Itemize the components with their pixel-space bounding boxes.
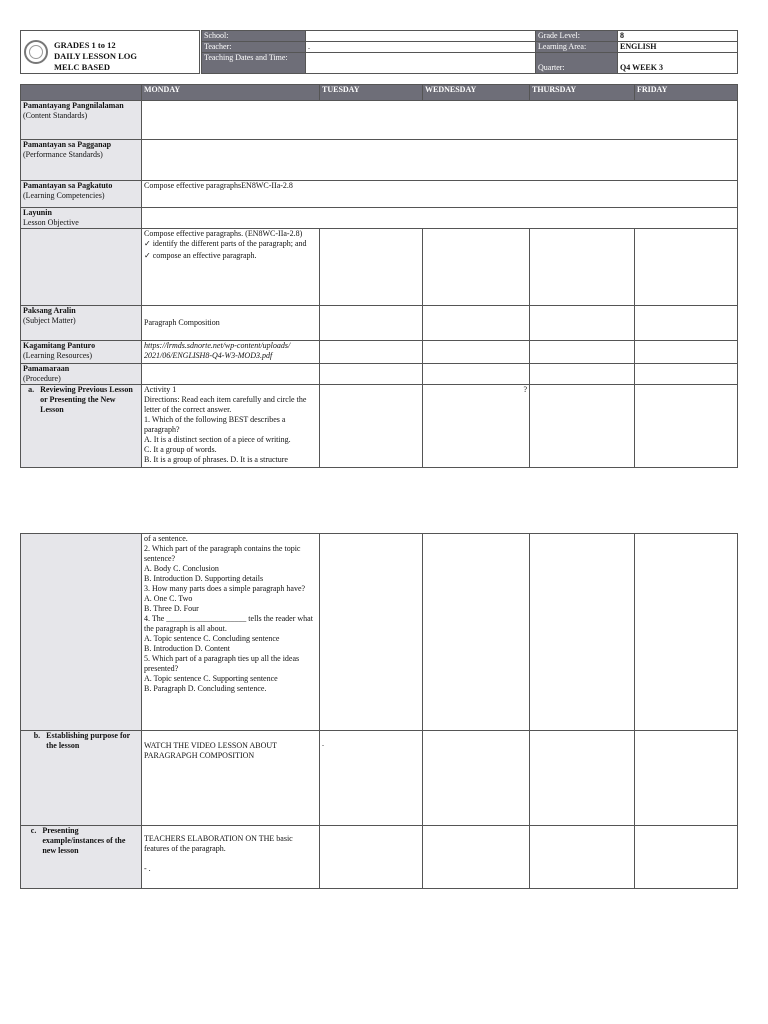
- continued-friday-cell[interactable]: [635, 534, 738, 731]
- lesson-log-table-continued: [20, 533, 738, 889]
- objective-friday-cell[interactable]: [635, 229, 738, 306]
- procedure-friday-cell[interactable]: [635, 364, 738, 385]
- row-label: [21, 731, 142, 826]
- activity-line: B. It is a group of phrases. D. It is a structure: [144, 455, 288, 464]
- purpose-line: WATCH THE VIDEO LESSON ABOUT: [144, 741, 278, 750]
- objective-tuesday-cell[interactable]: [320, 229, 423, 306]
- objective-line: ✓ identify the different parts of the paragraph; and: [144, 239, 307, 248]
- row-title: Pamantayan sa Pagkatuto: [23, 181, 113, 190]
- objective-wednesday-cell[interactable]: [423, 229, 530, 306]
- grade-label: Grade Level:: [536, 31, 618, 42]
- row-label: [21, 208, 142, 229]
- question-line: A. Topic sentence C. Concluding sentence: [144, 634, 280, 643]
- reviewing-continued-row: [21, 534, 738, 731]
- resources-wednesday-cell[interactable]: [423, 341, 530, 364]
- deped-seal-icon: [24, 40, 48, 64]
- day-tuesday: TUESDAY: [320, 85, 423, 101]
- example-line: - .: [144, 864, 151, 873]
- performance-standards-cell[interactable]: [142, 140, 738, 181]
- example-line: features of the paragraph.: [144, 844, 226, 853]
- activity-line: Activity 1: [144, 385, 177, 394]
- tuesday-mark: .: [322, 739, 324, 748]
- question-line: A. Body C. Conclusion: [144, 564, 219, 573]
- content-standards-row: [21, 101, 738, 140]
- day-header-row: [21, 85, 738, 101]
- teacher-field[interactable]: .: [306, 42, 536, 53]
- example-line: [144, 854, 317, 864]
- row-label-empty: [21, 229, 142, 306]
- corner-cell: [21, 85, 142, 101]
- row-sub: (Learning Resources): [23, 351, 93, 360]
- question-line: B. Three D. Four: [144, 604, 199, 613]
- subject-tuesday-cell[interactable]: [320, 306, 423, 341]
- objective-line: ✓ compose an effective paragraph.: [144, 251, 257, 260]
- resources-link[interactable]: [142, 341, 320, 364]
- question-line: B. Introduction D. Content: [144, 644, 230, 653]
- performance-standards-row: [21, 140, 738, 181]
- row-label: [21, 341, 142, 364]
- row-label: [21, 140, 142, 181]
- resources-friday-cell[interactable]: [635, 341, 738, 364]
- reviewing-tuesday-cell[interactable]: [320, 385, 423, 468]
- row-label-empty: [21, 534, 142, 731]
- subject-matter-row: [21, 306, 738, 341]
- purpose-tuesday-cell[interactable]: [320, 731, 423, 826]
- row-title: Pamamaraan: [23, 364, 70, 373]
- row-label: [21, 364, 142, 385]
- row-label: [21, 306, 142, 341]
- row-title: Layunin: [23, 208, 52, 217]
- procedure-row: [21, 364, 738, 385]
- purpose-line: PARAGRAPGH COMPOSITION: [144, 751, 255, 760]
- dates-label: Teaching Dates and Time:: [202, 53, 306, 74]
- procedure-tuesday-cell[interactable]: [320, 364, 423, 385]
- question-line: B. Introduction D. Supporting details: [144, 574, 264, 583]
- procedure-thursday-cell[interactable]: [530, 364, 635, 385]
- day-friday: FRIDAY: [635, 85, 738, 101]
- resource-link-line: https://lrmds.sdnorte.net/wp-content/uploads/: [144, 341, 291, 350]
- row-sub: (Content Standards): [23, 111, 88, 120]
- subject-thursday-cell[interactable]: [530, 306, 635, 341]
- row-title: Paksang Aralin: [23, 306, 76, 315]
- area-label: Learning Area:: [536, 42, 618, 53]
- row-sub: Lesson Objective: [23, 218, 79, 227]
- question-line: of a sentence.: [144, 534, 188, 543]
- objective-monday-cell[interactable]: [142, 229, 320, 306]
- continued-monday-cell[interactable]: [142, 534, 320, 731]
- lesson-log-table: [20, 84, 738, 468]
- subject-friday-cell[interactable]: [635, 306, 738, 341]
- competencies-cell[interactable]: Compose effective paragraphsEN8WC-IIa-2.8: [142, 181, 738, 208]
- examples-wednesday-cell[interactable]: [423, 826, 530, 889]
- content-standards-cell[interactable]: [142, 101, 738, 140]
- subject-wednesday-cell[interactable]: [423, 306, 530, 341]
- title-line: GRADES 1 to 12: [54, 40, 116, 50]
- examples-thursday-cell[interactable]: [530, 826, 635, 889]
- row-label: [21, 385, 142, 468]
- reviewing-friday-cell[interactable]: [635, 385, 738, 468]
- procedure-wednesday-cell[interactable]: [423, 364, 530, 385]
- header-title: [54, 40, 137, 73]
- question-line: B. Paragraph D. Concluding sentence.: [144, 684, 267, 693]
- purpose-thursday-cell[interactable]: [530, 731, 635, 826]
- objective-line: Compose effective paragraphs. (EN8WC-IIa-2.8): [144, 229, 303, 238]
- reviewing-monday-cell[interactable]: [142, 385, 320, 468]
- day-monday: MONDAY: [142, 85, 320, 101]
- continued-tuesday-cell[interactable]: [320, 534, 423, 731]
- quarter-field[interactable]: Q4 WEEK 3: [618, 53, 738, 74]
- purpose-friday-cell[interactable]: [635, 731, 738, 826]
- question-line: 4. The ____________________ tells the reader what the paragraph is all about.: [144, 614, 313, 633]
- example-line: TEACHERS ELABORATION ON THE basic: [144, 834, 293, 843]
- learning-competencies-row: [21, 181, 738, 208]
- grade-field[interactable]: 8: [618, 31, 738, 42]
- purpose-wednesday-cell[interactable]: [423, 731, 530, 826]
- continued-thursday-cell[interactable]: [530, 534, 635, 731]
- question-line: A. One C. Two: [144, 594, 193, 603]
- title-line: MELC BASED: [54, 62, 110, 72]
- step-letter: a.: [28, 385, 35, 394]
- continued-wednesday-cell[interactable]: [423, 534, 530, 731]
- reviewing-thursday-cell[interactable]: [530, 385, 635, 468]
- objective-thursday-cell[interactable]: [530, 229, 635, 306]
- step-letter: b.: [33, 731, 41, 740]
- row-sub: (Subject Matter): [23, 316, 76, 325]
- step-title: Reviewing Previous Lesson or Presenting the New Lesson: [40, 385, 133, 414]
- school-field[interactable]: [306, 31, 536, 42]
- resource-link-line: 2021/06/ENGLISH8-Q4-W3-MOD3.pdf: [144, 351, 273, 360]
- objective-row: [21, 208, 738, 229]
- procedure-monday-cell[interactable]: [142, 364, 320, 385]
- activity-line: Directions: Read each item carefully and circle the letter of the correct answer.: [144, 395, 307, 414]
- row-label: [21, 181, 142, 208]
- question-line: 3. How many parts does a simple paragraph have?: [144, 584, 306, 593]
- step-letter: c.: [30, 826, 37, 835]
- step-title: Presenting example/instances of the new lesson: [42, 826, 126, 855]
- question-line: A. Topic sentence C. Supporting sentence: [144, 674, 278, 683]
- reviewing-wednesday-cell[interactable]: [423, 385, 530, 468]
- examples-friday-cell[interactable]: [635, 826, 738, 889]
- row-title: Pamantayang Pangnilalaman: [23, 101, 124, 110]
- school-label: School:: [202, 31, 306, 42]
- row-sub: (Performance Standards): [23, 150, 103, 159]
- resources-thursday-cell[interactable]: [530, 341, 635, 364]
- dates-field[interactable]: [306, 53, 536, 74]
- activity-line: 1. Which of the following BEST describes a paragraph?: [144, 415, 286, 434]
- row-title: Pamantayan sa Pagganap: [23, 140, 112, 149]
- purpose-row: [21, 731, 738, 826]
- row-sub: (Learning Competencies): [23, 191, 105, 200]
- day-wednesday: WEDNESDAY: [423, 85, 530, 101]
- question-line: 2. Which part of the paragraph contains the topic sentence?: [144, 544, 301, 563]
- teacher-label: Teacher:: [202, 42, 306, 53]
- row-title: Kagamitang Panturo: [23, 341, 96, 350]
- subject-monday-cell[interactable]: Paragraph Composition: [142, 306, 320, 341]
- activity-line: C. It a group of words.: [144, 445, 217, 454]
- title-line: DAILY LESSON LOG: [54, 51, 137, 61]
- row-label: [21, 101, 142, 140]
- row-sub: (Procedure): [23, 374, 61, 383]
- activity-line: A. It is a distinct section of a piece of writing.: [144, 435, 291, 444]
- quarter-label: Quarter:: [536, 53, 618, 74]
- objective-detail-row: [21, 229, 738, 306]
- resources-tuesday-cell[interactable]: [320, 341, 423, 364]
- examples-monday-cell[interactable]: [142, 826, 320, 889]
- step-title: Establishing purpose for the lesson: [46, 731, 131, 750]
- wednesday-mark: ?: [523, 385, 527, 394]
- examples-tuesday-cell[interactable]: [320, 826, 423, 889]
- learning-resources-row: [21, 341, 738, 364]
- row-label: [21, 826, 142, 889]
- header-info-table: [201, 30, 738, 74]
- reviewing-row: [21, 385, 738, 468]
- day-thursday: THURSDAY: [530, 85, 635, 101]
- purpose-monday-cell[interactable]: [142, 731, 320, 826]
- objective-header-cell[interactable]: [142, 208, 738, 229]
- examples-row: [21, 826, 738, 889]
- question-line: 5. Which part of a paragraph ties up all the ideas presented?: [144, 654, 300, 673]
- area-field[interactable]: ENGLISH: [618, 42, 738, 53]
